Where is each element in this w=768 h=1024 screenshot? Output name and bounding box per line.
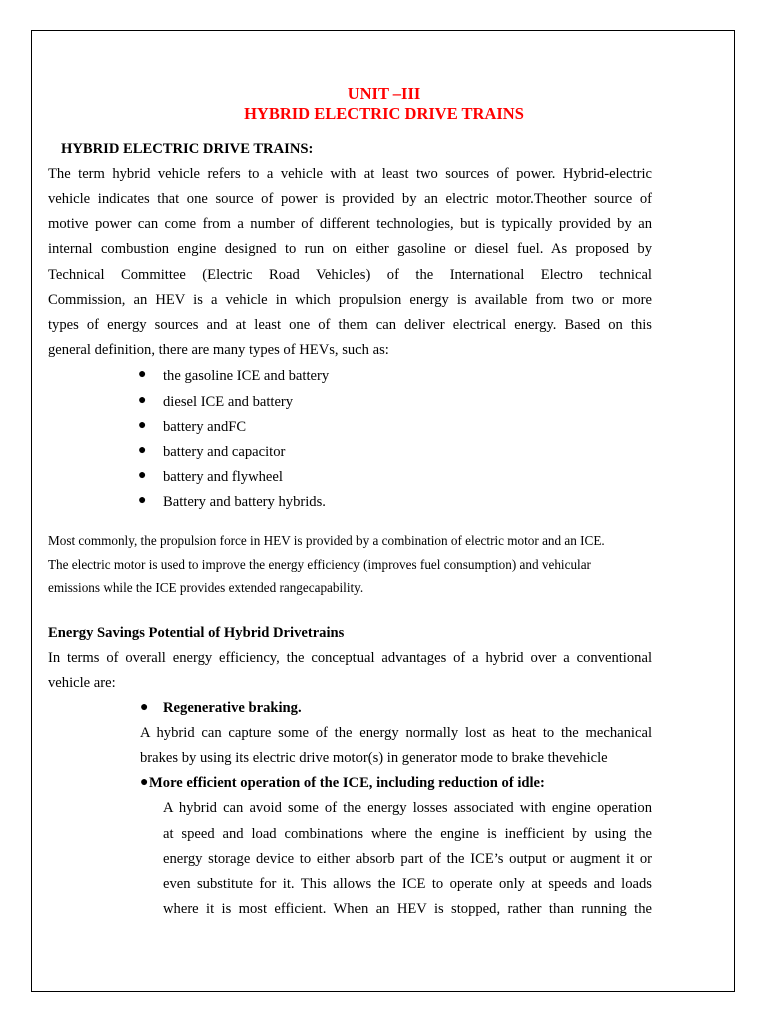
para-line: motive power can come from a number of different technologies, but is typically provided by an bbox=[48, 216, 652, 232]
item2-line: at speed and load combinations where the engine is inefficient by using the bbox=[163, 826, 652, 842]
para-line: The term hybrid vehicle refers to a vehicle with at least two sources of power. Hybrid-electric bbox=[48, 166, 652, 182]
item1-title: Regenerative braking. bbox=[163, 700, 302, 716]
note-line: Most commonly, the propulsion force in HEV is provided by a combination of electric motor and an ICE. bbox=[48, 533, 605, 548]
bullet-icon: ● bbox=[138, 468, 147, 483]
para-line: internal combustion engine designed to run on either gasoline or diesel fuel. As proposed by bbox=[48, 241, 652, 257]
bullet-icon: ● bbox=[138, 393, 147, 408]
intro-line: In terms of overall energy efficiency, the conceptual advantages of a hybrid over a conventional bbox=[48, 650, 652, 666]
section2-heading: Energy Savings Potential of Hybrid Drivetrains bbox=[48, 625, 345, 641]
bullet-icon: ● bbox=[138, 443, 147, 458]
list-item: battery and capacitor bbox=[163, 444, 286, 460]
item2-title: More efficient operation of the ICE, including reduction of idle: bbox=[149, 775, 545, 791]
item2-line: A hybrid can avoid some of the energy losses associated with engine operation bbox=[163, 800, 652, 816]
list-item: battery and flywheel bbox=[163, 469, 283, 485]
item1-line: A hybrid can capture some of the energy normally lost as heat to the mechanical bbox=[140, 725, 652, 741]
para-line: vehicle indicates that one source of power is provided by an electric motor.Theother source of bbox=[48, 191, 652, 207]
bullet-icon: ● bbox=[138, 493, 147, 508]
bullet-icon: ● bbox=[140, 700, 149, 715]
list-item: battery andFC bbox=[163, 419, 247, 435]
item1-line: brakes by using its electric drive motor(s) in generator mode to brake thevehicle bbox=[140, 750, 608, 766]
item2-line: where it is most efficient. When an HEV is stopped, rather than running the bbox=[163, 901, 652, 917]
unit-title: UNIT –III bbox=[347, 84, 421, 103]
note-line: emissions while the ICE provides extended rangecapability. bbox=[48, 580, 364, 595]
list-item: the gasoline ICE and battery bbox=[163, 368, 330, 384]
item2-line: energy storage device to either absorb part of the ICE’s output or augment it or bbox=[163, 851, 652, 867]
document-page bbox=[31, 30, 735, 992]
intro-line: vehicle are: bbox=[48, 675, 116, 691]
section1-heading: HYBRID ELECTRIC DRIVE TRAINS: bbox=[61, 141, 314, 157]
note-line: The electric motor is used to improve the energy efficiency (improves fuel consumption) and vehicular bbox=[48, 557, 591, 572]
para-line: Technical Committee (Electric Road Vehicles) of the International Electro technical bbox=[48, 267, 652, 283]
main-title: HYBRID ELECTRIC DRIVE TRAINS bbox=[244, 104, 524, 123]
bullet-icon: ● bbox=[140, 775, 149, 790]
item2-line: even substitute for it. This allows the ICE to operate only at speeds and loads bbox=[163, 876, 652, 892]
para-line: general definition, there are many types of HEVs, such as: bbox=[48, 342, 389, 358]
bullet-icon: ● bbox=[138, 367, 147, 382]
list-item: diesel ICE and battery bbox=[163, 394, 294, 410]
para-line: types of energy sources and at least one of them can deliver electrical energy. Based on this bbox=[48, 317, 652, 333]
para-line: Commission, an HEV is a vehicle in which propulsion energy is available from two or more bbox=[48, 292, 652, 308]
bullet-icon: ● bbox=[138, 418, 147, 433]
list-item: Battery and battery hybrids. bbox=[163, 494, 326, 510]
